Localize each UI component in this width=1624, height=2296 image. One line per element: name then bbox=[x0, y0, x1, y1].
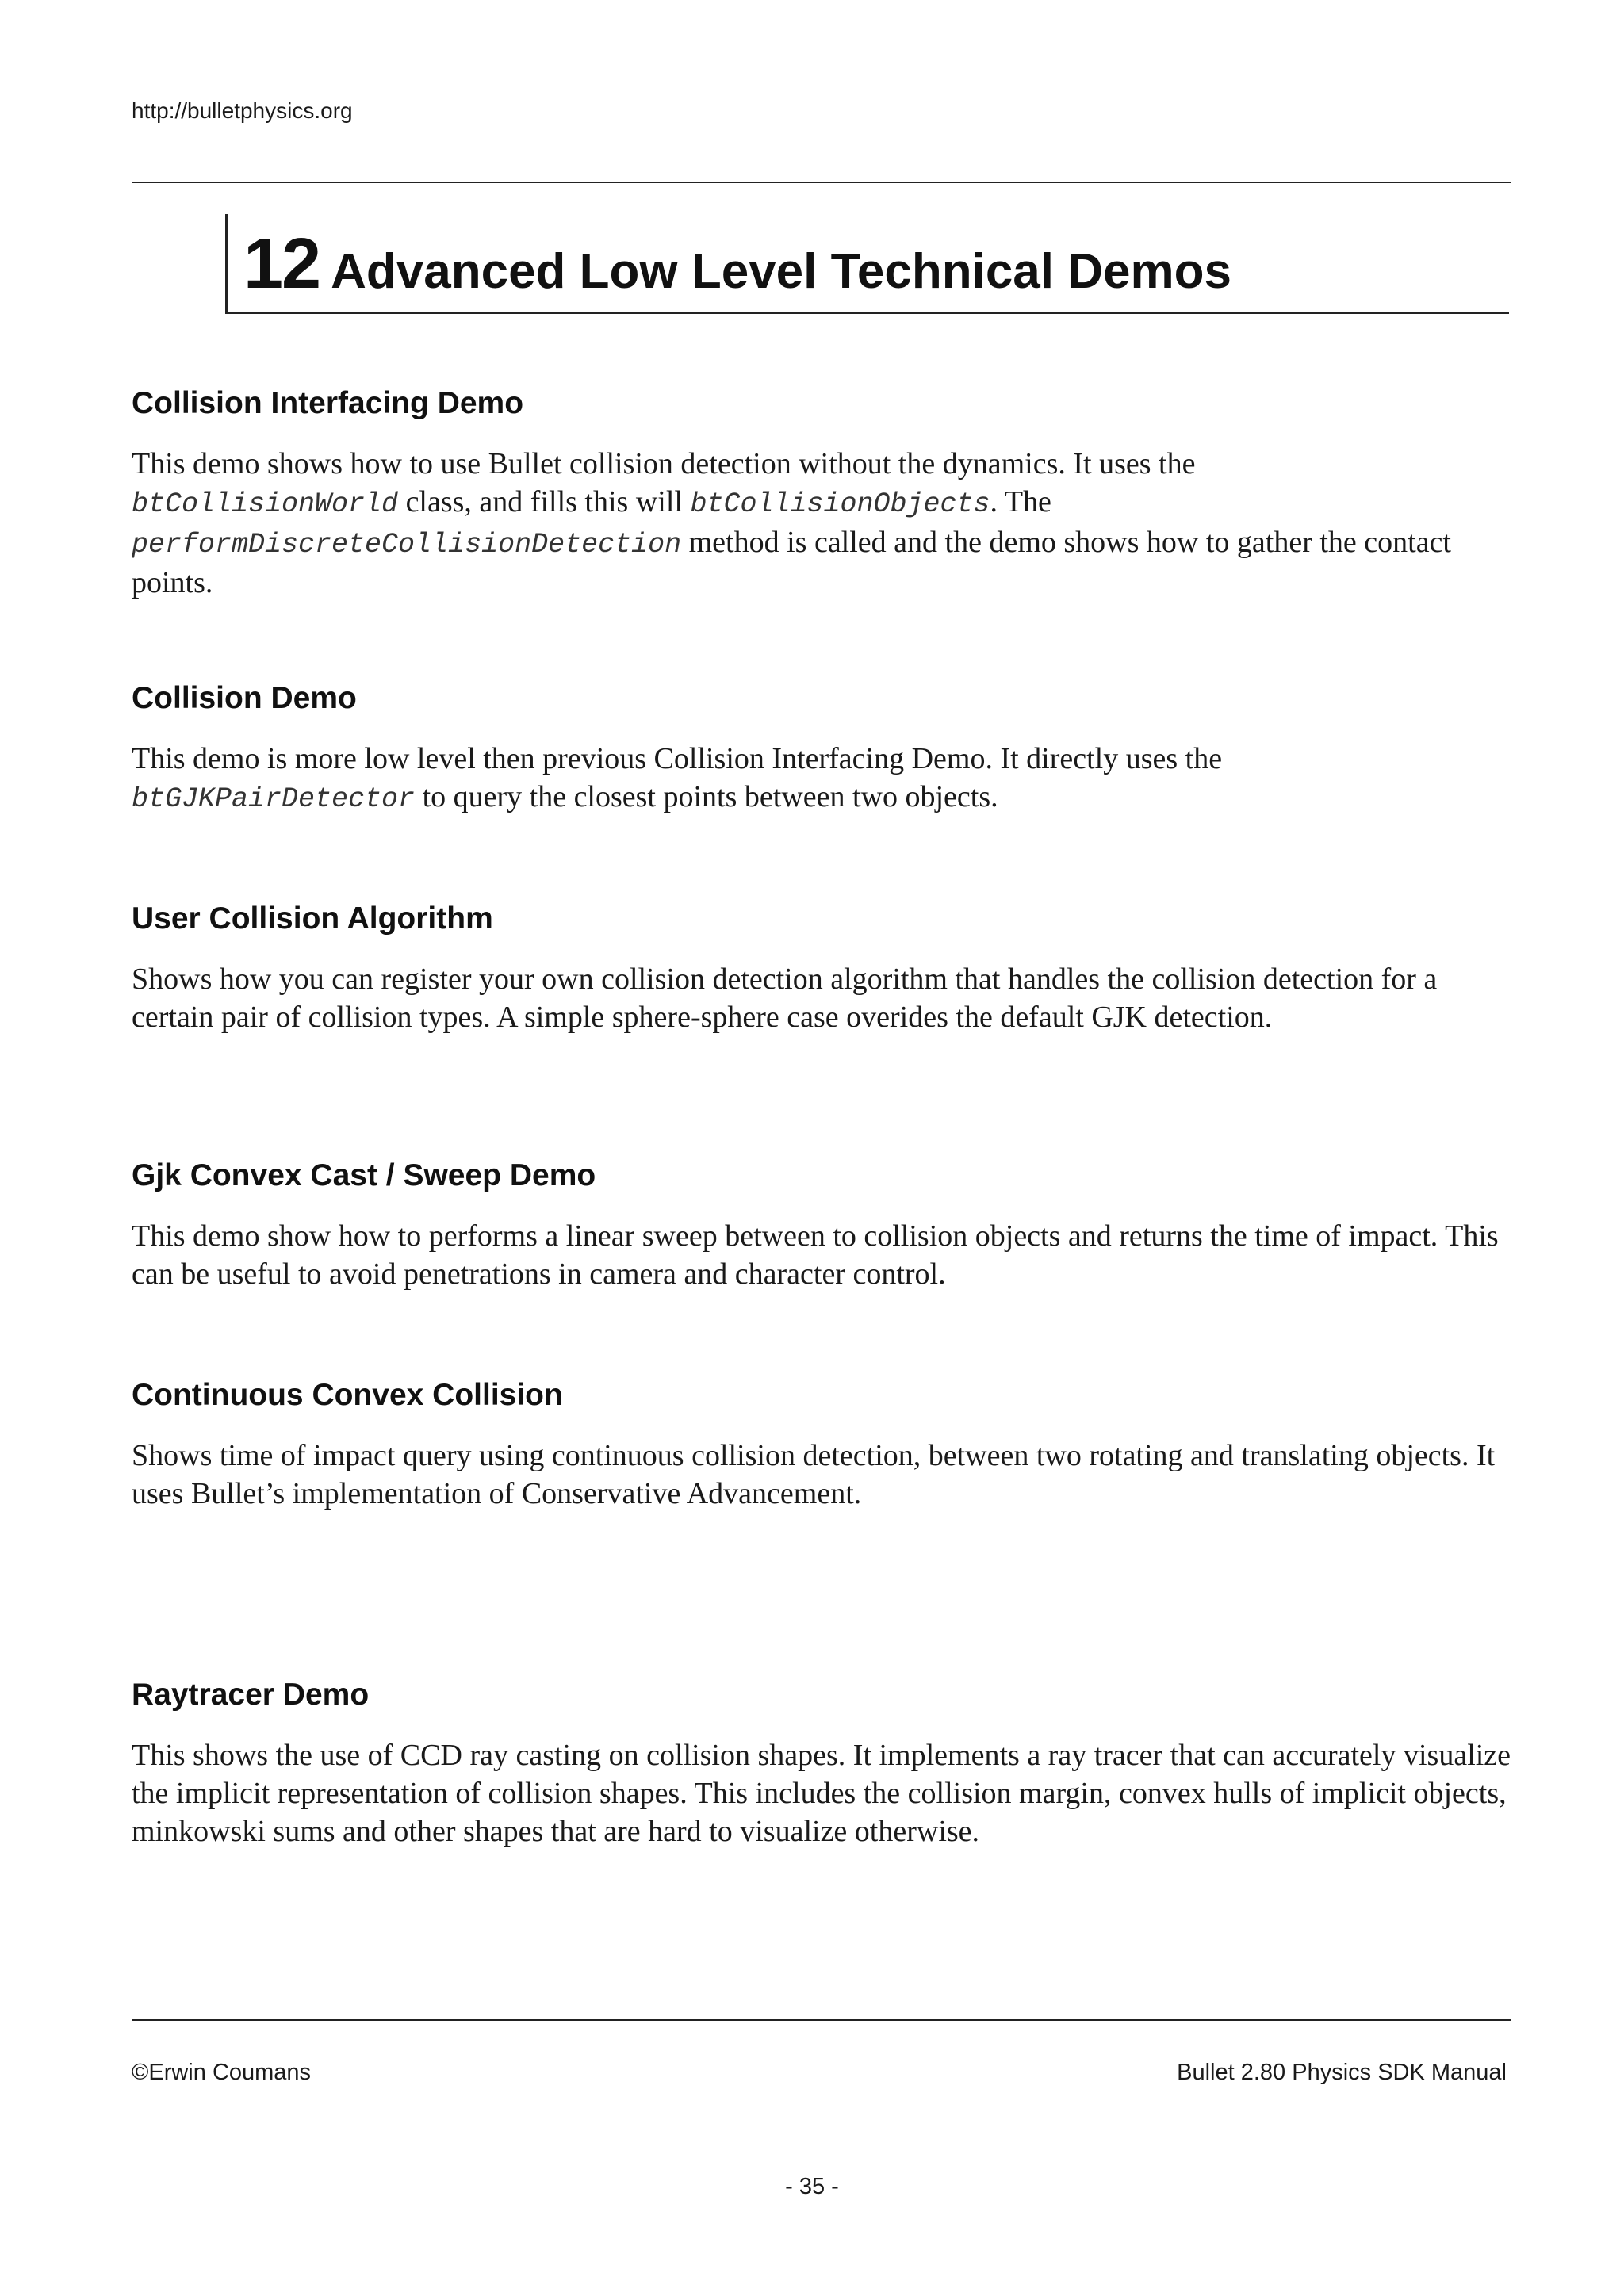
section-heading: User Collision Algorithm bbox=[132, 901, 493, 936]
chapter-title bbox=[243, 224, 1231, 305]
section-collision-demo bbox=[132, 680, 1511, 818]
section-heading: Collision Demo bbox=[132, 681, 357, 715]
section-body: This demo shows how to use Bullet collision detection without the dynamics. It uses the btCollisionWorld class, and fills this will btCollisionObjects. The performDiscreteCollisionDetection method is called and the demo shows how to gather the contact points. bbox=[132, 446, 1451, 599]
section-raytracer-demo bbox=[132, 1677, 1511, 1850]
section-heading: Gjk Convex Cast / Sweep Demo bbox=[132, 1158, 596, 1192]
chapter-number: 12 bbox=[243, 224, 320, 304]
section-collision-interfacing-demo bbox=[132, 385, 1511, 602]
section-user-collision-algorithm bbox=[132, 901, 1511, 1036]
page-number: - 35 - bbox=[785, 2174, 839, 2199]
code-term: btCollisionObjects bbox=[690, 488, 990, 520]
section-body: Shows time of impact query using continuous collision detection, between two rotating and translating objects. It uses Bullet’s implementation of Conservative Advancement. bbox=[132, 1438, 1496, 1510]
section-heading: Collision Interfacing Demo bbox=[132, 386, 524, 420]
section-body: This shows the use of CCD ray casting on collision shapes. It implements a ray tracer that can accurately visualize the implicit representation of collision shapes. This includes the collision margin, convex hulls of implicit objects, minkowski sums and other shapes that are hard to visualize otherwise. bbox=[132, 1738, 1511, 1848]
code-term: btCollisionWorld bbox=[132, 488, 399, 520]
section-body: This demo is more low level then previous Collision Interfacing Demo. It directly uses the btGJKPairDetector to query the closest points between two objects. bbox=[132, 741, 1223, 815]
footer-manual-title: Bullet 2.80 Physics SDK Manual bbox=[1177, 2060, 1507, 2085]
footer-author: ©Erwin Coumans bbox=[132, 2060, 312, 2085]
section-continuous-convex-collision bbox=[132, 1377, 1511, 1513]
section-body: Shows how you can register your own collision detection algorithm that handles the collision detection for a certain pair of collision types. A simple sphere-sphere case overides the default GJK detection. bbox=[132, 962, 1438, 1034]
section-gjk-convex-cast bbox=[132, 1158, 1511, 1293]
code-term: performDiscreteCollisionDetection bbox=[132, 528, 682, 561]
chapter-heading bbox=[225, 214, 1509, 314]
code-term: btGJKPairDetector bbox=[132, 783, 416, 815]
header-rule bbox=[132, 182, 1511, 183]
section-body: This demo show how to performs a linear sweep between to collision objects and returns the time of impact. This can be useful to avoid penetrations in camera and character control. bbox=[132, 1219, 1499, 1291]
chapter-title-text: Advanced Low Level Technical Demos bbox=[331, 244, 1231, 299]
section-heading: Continuous Convex Collision bbox=[132, 1378, 563, 1412]
section-heading: Raytracer Demo bbox=[132, 1678, 370, 1712]
footer-rule bbox=[132, 2019, 1511, 2021]
header-url[interactable]: http://bulletphysics.org bbox=[132, 98, 353, 123]
